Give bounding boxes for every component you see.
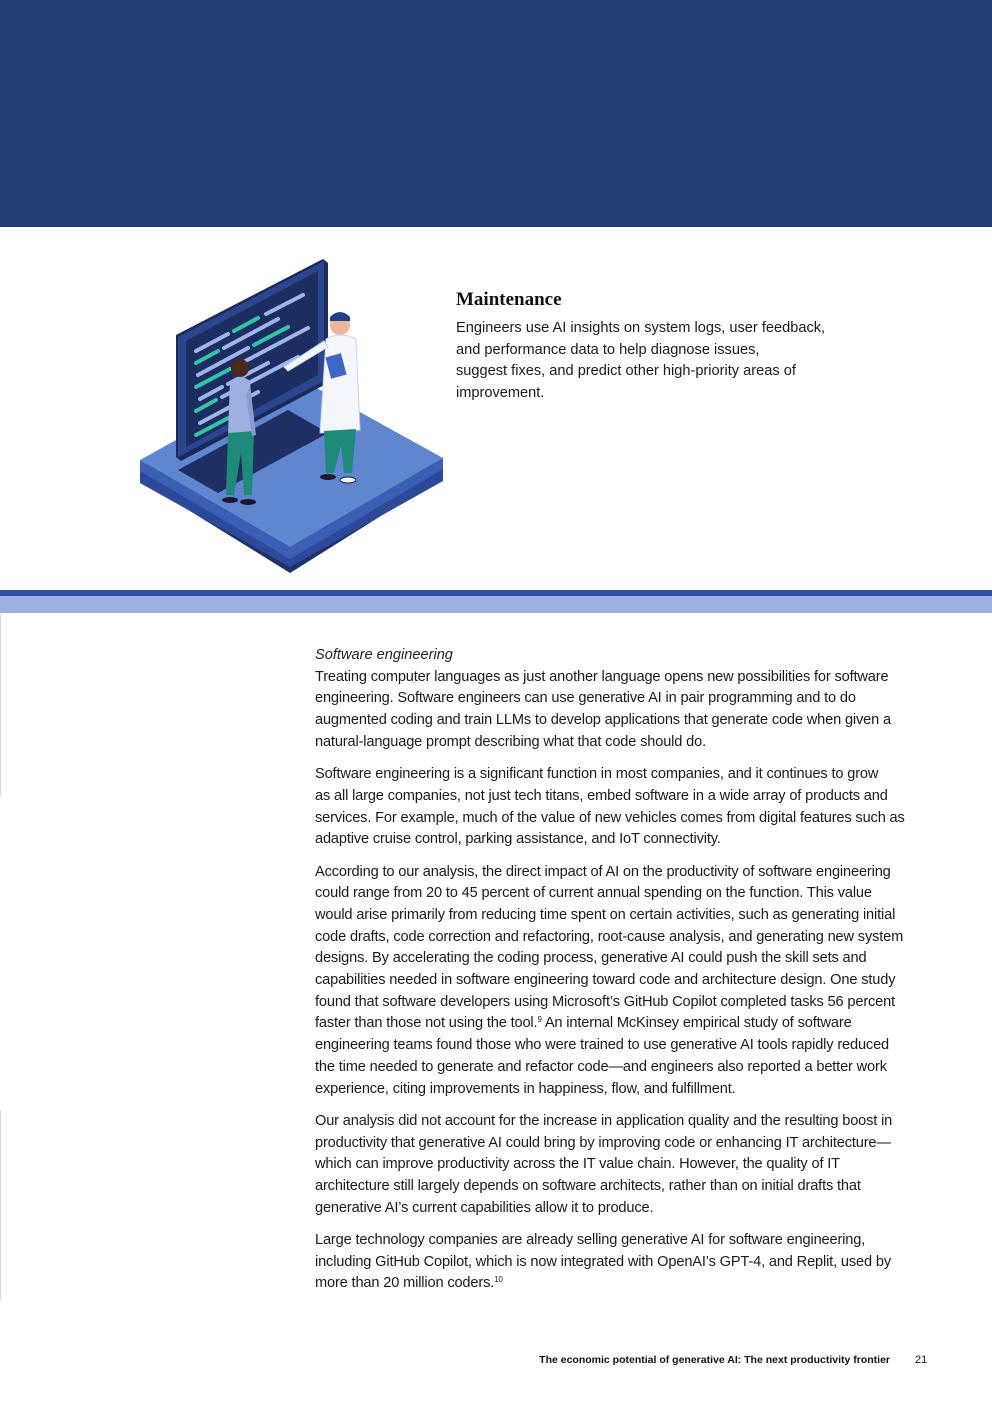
text-line: found that software developers using Microsoft’s GitHub Copilot completed tasks 56 percent <box>315 993 896 1010</box>
text-line: Treating computer languages as just another language opens new possibilities for software <box>315 668 889 685</box>
paragraph <box>315 862 927 1101</box>
text-line: augmented coding and train LLMs to develop applications that generate code when given a <box>315 712 891 729</box>
text-line: the time needed to generate and refactor code—and engineers also reported a better work <box>315 1058 887 1075</box>
text-line: architecture still largely depends on software architects, rather than on initial drafts that <box>315 1177 861 1194</box>
section-label: Software engineering <box>315 647 453 663</box>
text-fragment: faster than those not using the tool. <box>315 1015 538 1032</box>
text-line: Large technology companies are already selling generative AI for software engineering, <box>315 1231 866 1248</box>
text-line <box>315 1013 927 1035</box>
text-line: productivity that generative AI could bring by improving code or enhancing IT architecture— <box>315 1134 891 1151</box>
paragraph <box>315 667 927 754</box>
maintenance-line: Engineers use AI insights on system logs, user feedback, <box>456 320 826 336</box>
text-line: natural-language prompt describing what that code should do. <box>315 733 706 750</box>
text-line: Our analysis did not account for the increase in application quality and the resulting boost in <box>315 1112 893 1129</box>
text-fragment: more than 20 million coders. <box>315 1275 495 1292</box>
left-edge-rule <box>0 614 1 796</box>
maintenance-section <box>456 289 836 405</box>
text-line: as all large companies, not just tech titans, embed software in a wide array of products and <box>315 787 888 804</box>
maintenance-title: Maintenance <box>456 289 562 310</box>
maintenance-line: and performance data to help diagnose issues, <box>456 341 760 358</box>
text-fragment: An internal McKinsey empirical study of software <box>541 1015 852 1032</box>
text-line: engineering. Software engineers can use generative AI in pair programming and to do <box>315 690 856 707</box>
paragraph <box>315 1111 927 1220</box>
text-line: experience, citing improvements in happiness, flow, and fulfillment. <box>315 1080 736 1097</box>
maintenance-text <box>456 318 836 405</box>
paragraph <box>315 1230 927 1295</box>
article-body <box>315 645 927 1306</box>
footnote-ref[interactable]: 9 <box>537 1015 542 1025</box>
engineers-at-monitor-illustration <box>138 255 448 577</box>
maintenance-line: suggest fixes, and predict other high-priority areas of <box>456 363 796 380</box>
text-line: services. For example, much of the value of new vehicles comes from digital features such as <box>315 809 905 826</box>
text-line: would arise primarily from reducing time spent on certain activities, such as generating initial <box>315 906 896 923</box>
text-line: According to our analysis, the direct impact of AI on the productivity of software engineering <box>315 863 891 880</box>
text-line: Software engineering is a significant function in most companies, and it continues to grow <box>315 766 879 783</box>
text-line: capabilities needed in software engineering toward code and architecture design. One study <box>315 972 896 989</box>
text-line: which can improve productivity across the IT value chain. However, the quality of IT <box>315 1156 840 1173</box>
text-line: designs. By accelerating the coding process, generative AI could push the skill sets and <box>315 950 867 967</box>
maintenance-line: improvement. <box>456 385 545 402</box>
page-number: 21 <box>915 1354 928 1366</box>
text-line: generative AI’s current capabilities allow it to produce. <box>315 1199 654 1216</box>
paragraph <box>315 764 927 851</box>
header-band <box>0 0 992 227</box>
text-line: engineering teams found those who were trained to use generative AI tools rapidly reduced <box>315 1037 890 1054</box>
text-line: adaptive cruise control, parking assistance, and IoT connectivity. <box>315 831 721 848</box>
text-line: including GitHub Copilot, which is now integrated with OpenAI’s GPT-4, and Replit, used by <box>315 1253 891 1270</box>
text-line: could range from 20 to 45 percent of current annual spending on the function. This value <box>315 885 872 902</box>
text-line: code drafts, code correction and refactoring, root-cause analysis, and generating new system <box>315 928 904 945</box>
page-footer <box>0 1354 992 1372</box>
text-line <box>315 1273 927 1295</box>
left-edge-rule <box>0 1110 1 1300</box>
divider-band-light <box>0 596 992 613</box>
footer-title: The economic potential of generative AI: The next productivity frontier <box>539 1354 890 1366</box>
footnote-ref[interactable]: 10 <box>494 1275 503 1285</box>
